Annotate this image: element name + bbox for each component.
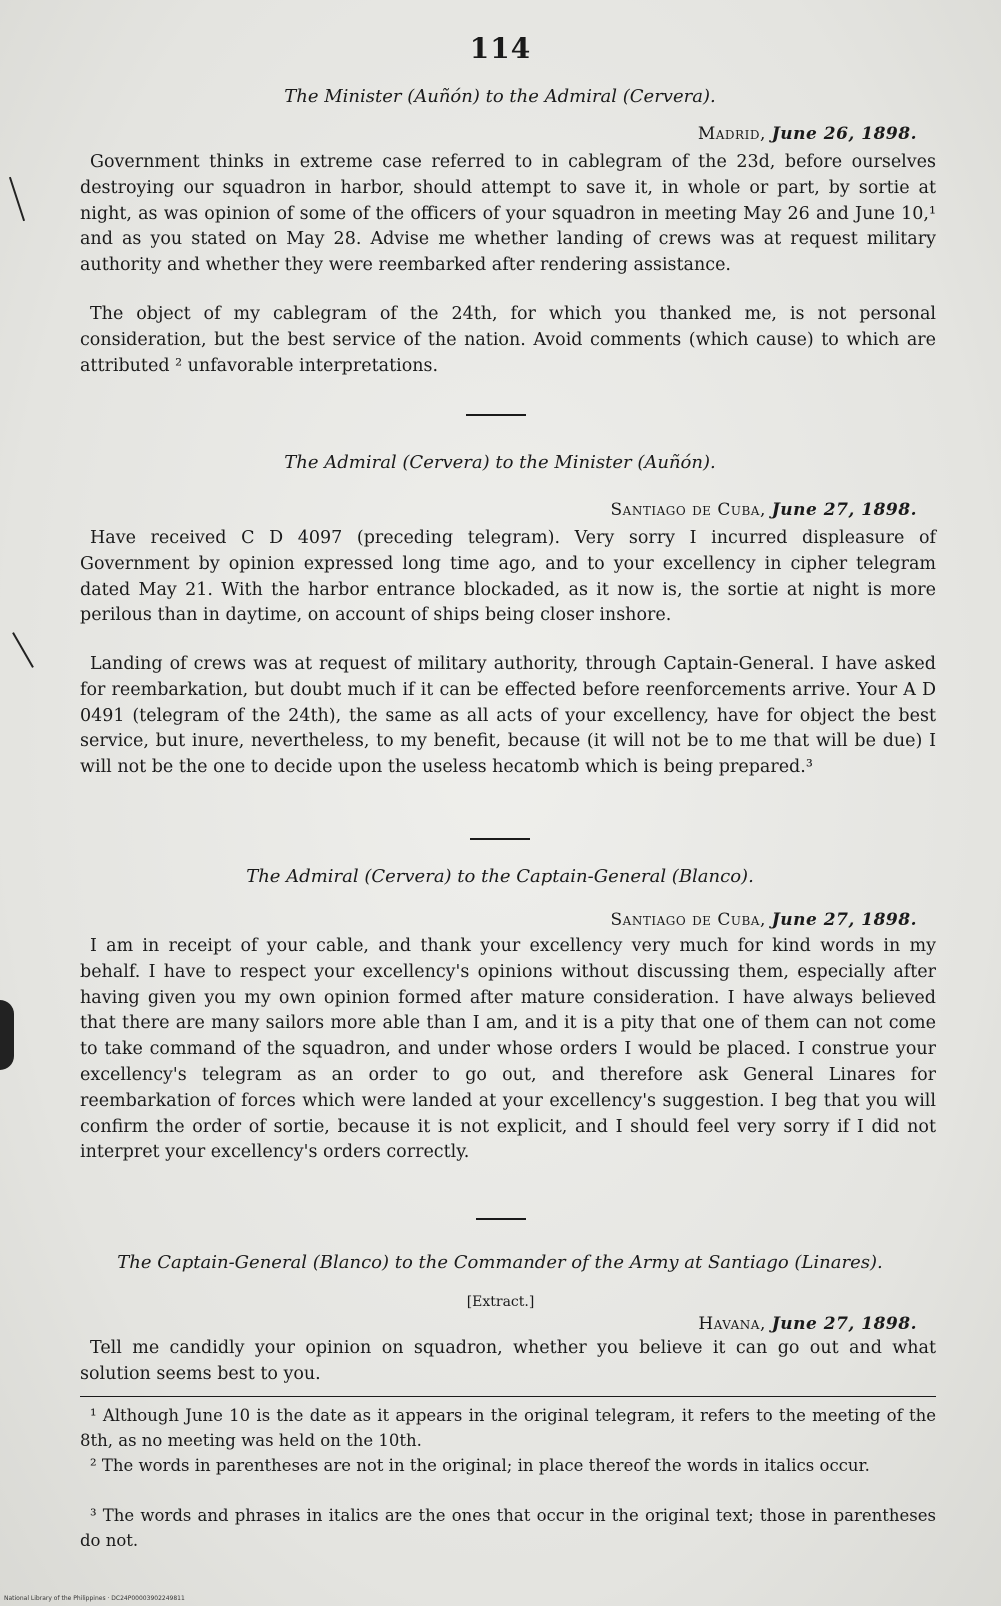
section-1-paragraph-1: Government thinks in extreme case referred to in cablegram of the 23d, before ourselves destroying our squadron in harbor, should attempt to save it, in whole or part, by sortie at night, as was opinion of some of the officers of your squadron in meeting May 26 and June 10,¹ and as you stated on May 28. Advise me whether landing of crews was at request military authority and whether they were reembarked after rendering assistance.: [80, 152, 936, 276]
margin-pencil-mark: [9, 177, 25, 221]
footnote-2: ² The words in parentheses are not in the original; in place thereof the words in italics occur.: [90, 1456, 870, 1475]
section-1-dateline: [698, 124, 917, 144]
section-3-dateline: [611, 910, 917, 930]
section-divider: [476, 1218, 526, 1220]
section-4-note: [Extract.]: [466, 1294, 535, 1310]
section-4-dateline: [698, 1314, 917, 1334]
section-divider: [466, 414, 526, 416]
section-4-heading: The Captain-General (Blanco) to the Commander of the Army at Santiago (Linares).: [117, 1252, 883, 1273]
section-3-paragraph-1: I am in receipt of your cable, and thank your excellency very much for kind words in my behalf. I have to respect your excellency's opinions without discussing them, especially after having given you my own opinion formed after mature consideration. I have always believed that there are many sailors more able than I am, and it is a pity that one of them can not come to take command of the squadron, and under whose orders I would be placed. I construe your excellency's telegram as an order to go out, and therefore ask General Linares for reembarkation of forces which were landed at your excellency's suggestion. I beg that you will confirm the order of sortie, because it is not explicit, and I should feel very sorry if I did not interpret your excellency's orders correctly.: [80, 936, 936, 1163]
section-4-paragraph-1: Tell me candidly your opinion on squadron, whether you believe it can go out and what solution seems best to you.: [80, 1338, 936, 1384]
section-2-paragraph-1: Have received C D 4097 (preceding telegram). Very sorry I incurred displeasure of Government by opinion expressed long time ago, and to your excellency in cipher telegram dated May 21. With the harbor entrance blockaded, as it now is, the sortie at night is more perilous than in daytime, on account of ships being closer inshore.: [80, 528, 936, 626]
section-2-dateline-date: June 27, 1898.: [771, 500, 917, 520]
section-3-heading: The Admiral (Cervera) to the Captain-General (Blanco).: [246, 866, 754, 887]
section-4-dateline-place: Havana,: [698, 1314, 766, 1334]
footnote-rule: [80, 1396, 936, 1397]
section-4-dateline-date: June 27, 1898.: [771, 1314, 917, 1334]
section-2-dateline: [611, 500, 917, 520]
section-2-heading: The Admiral (Cervera) to the Minister (Auñón).: [284, 452, 716, 473]
section-divider: [470, 838, 530, 840]
section-2-paragraph-2: Landing of crews was at request of military authority, through Captain-General. I have asked for reembarkation, but doubt much if it can be effected before reenforcements arrive. Your A D 0491 (telegram of the 24th), the same as all acts of your excellency, have for object the best service, but inure, nevertheless, to my benefit, because (it will not be to me that will be due) I will not be the one to decide upon the useless hecatomb which is being prepared.³: [80, 654, 936, 778]
section-2-dateline-place: Santiago de Cuba,: [610, 500, 766, 520]
section-1-paragraph-2: The object of my cablegram of the 24th, for which you thanked me, is not personal consideration, but the best service of the nation. Avoid comments (which cause) to which are attributed ² unfavorable interpretations.: [80, 304, 936, 376]
section-3-dateline-date: June 27, 1898.: [771, 910, 917, 930]
footnote-3: ³ The words and phrases in italics are the ones that occur in the original text; those in parentheses do not.: [80, 1506, 936, 1550]
margin-pencil-mark: [12, 632, 34, 668]
page-number: 114: [469, 32, 532, 65]
section-1-heading: The Minister (Auñón) to the Admiral (Cervera).: [284, 86, 716, 107]
section-1-dateline-date: June 26, 1898.: [771, 124, 917, 144]
scan-binding-shadow: [0, 1000, 14, 1070]
footnote-1: ¹ Although June 10 is the date as it appears in the original telegram, it refers to the meeting of the 8th, as no meeting was held on the 10th.: [80, 1406, 936, 1450]
section-1-dateline-place: Madrid,: [697, 124, 766, 144]
scan-credit: National Library of the Philippines · DC24P00003902249811: [4, 1595, 185, 1602]
section-3-dateline-place: Santiago de Cuba,: [610, 910, 766, 930]
